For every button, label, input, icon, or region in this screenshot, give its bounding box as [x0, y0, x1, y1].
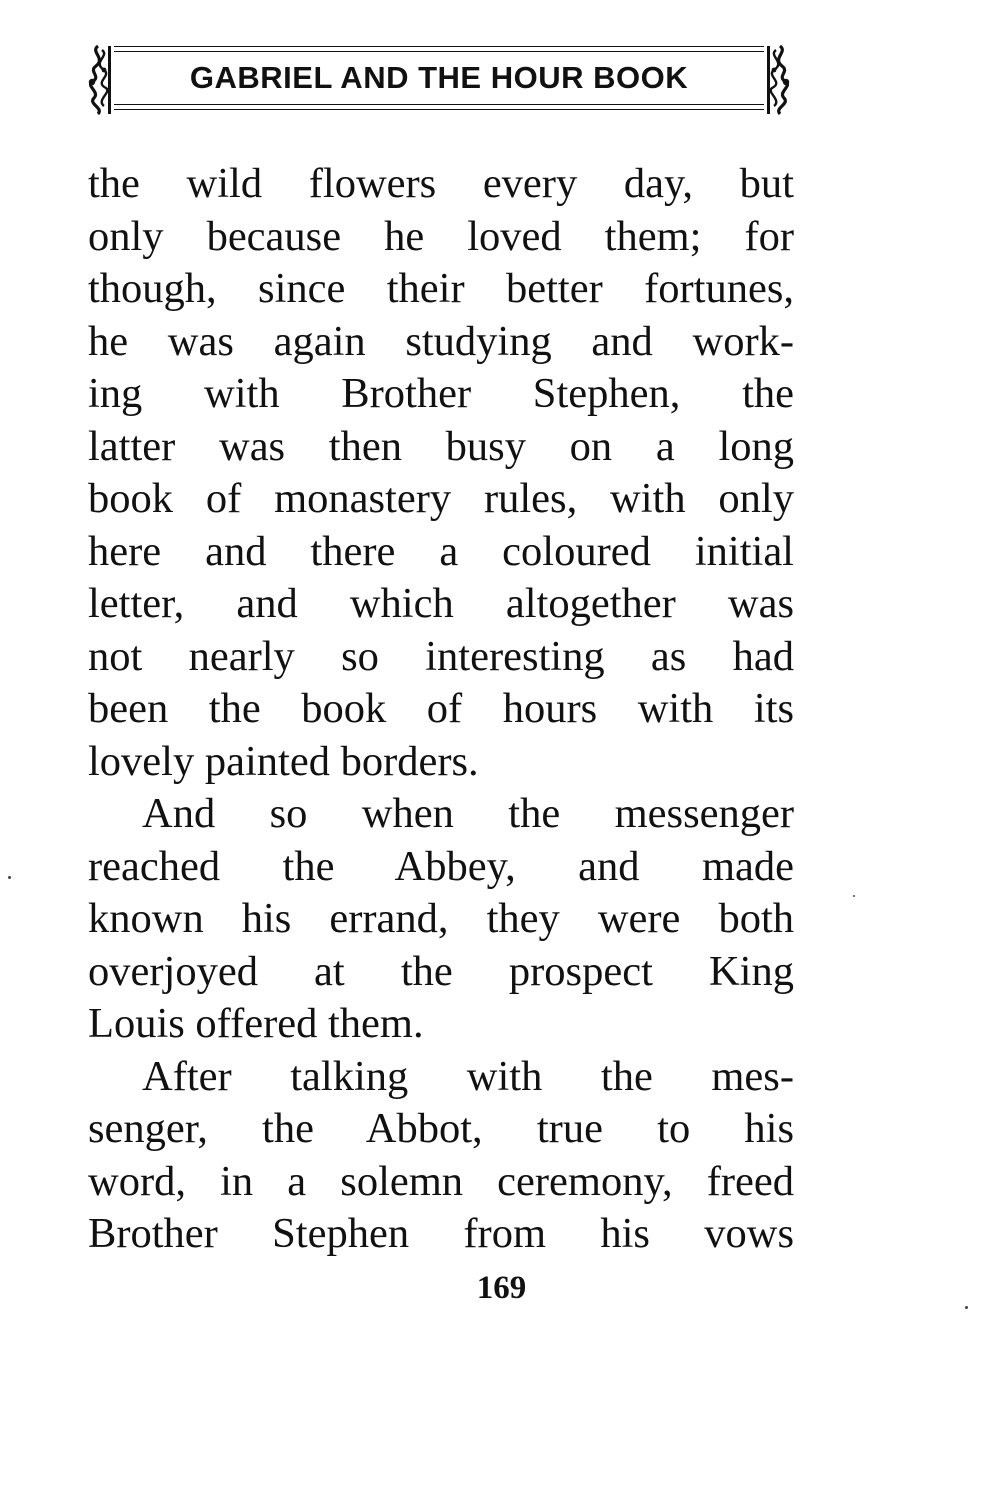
text-line: lovely painted borders.	[88, 737, 479, 785]
text-line: overjoyed at the prospect King	[88, 947, 794, 995]
running-header	[82, 42, 796, 118]
paragraph-first-line: After talking with the mes-	[142, 1052, 794, 1100]
running-head-title: GABRIEL AND THE HOUR BOOK	[189, 60, 689, 95]
text-line: latter was then busy on a long	[88, 422, 794, 470]
text-line: only because he loved them; for	[88, 212, 794, 260]
text-line: he was again studying and work-	[88, 317, 794, 365]
text-line: word, in a solemn ceremony, freed	[88, 1157, 794, 1205]
text-line: though, since their better fortunes,	[88, 265, 794, 312]
paragraph-first-line: And so when the messenger	[142, 790, 794, 837]
body-text	[88, 158, 794, 1261]
header-rule	[114, 109, 764, 110]
header-rule-frame	[114, 46, 764, 110]
header-rule	[114, 104, 764, 105]
text-line: Brother Stephen from his vows	[88, 1210, 794, 1257]
text-line: letter, and which altogether was	[88, 580, 794, 627]
scan-speck	[853, 895, 855, 897]
header-rule	[114, 46, 764, 47]
header-rule	[114, 51, 764, 52]
text-line: reached the Abbey, and made	[88, 842, 794, 890]
right-bracket-ornament-icon	[764, 42, 796, 118]
scan-speck	[8, 876, 11, 879]
text-line: here and there a coloured initial	[88, 527, 794, 575]
text-line: the wild flowers every day, but	[88, 160, 794, 207]
text-line: not nearly so interesting as had	[88, 632, 794, 680]
text-line: known his errand, they were both	[88, 895, 794, 942]
text-line: ing with Brother Stephen, the	[88, 370, 794, 417]
text-line: senger, the Abbot, true to his	[88, 1105, 794, 1152]
text-line: been the book of hours with its	[88, 685, 794, 732]
scan-speck	[965, 1306, 968, 1309]
text-line: Louis offered them.	[88, 1000, 424, 1047]
page-number: 169	[476, 1270, 527, 1306]
text-line: book of monastery rules, with only	[88, 475, 794, 522]
left-bracket-ornament-icon	[82, 42, 114, 118]
